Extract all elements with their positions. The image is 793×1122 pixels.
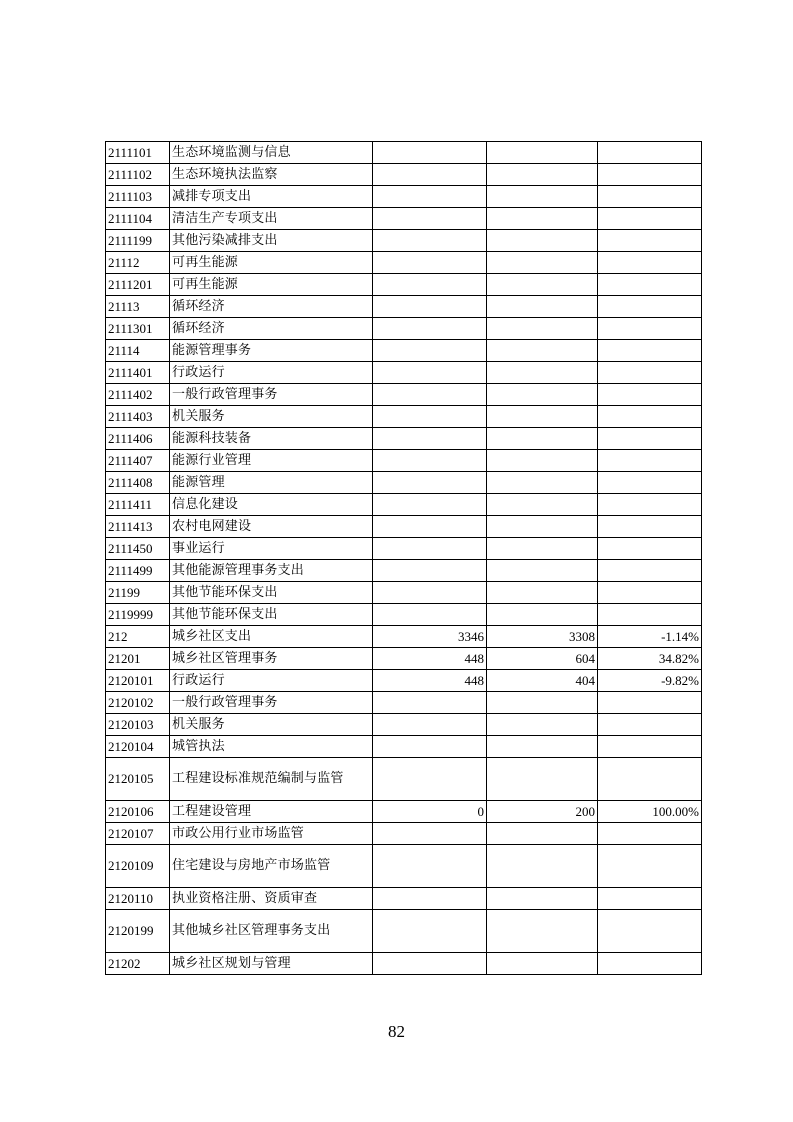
- row-value-2: [487, 450, 598, 472]
- row-change: [598, 736, 702, 758]
- row-value-2: [487, 758, 598, 801]
- row-name: 减排专项支出: [170, 186, 373, 208]
- row-code: 2111402: [106, 384, 170, 406]
- row-code: 21202: [106, 953, 170, 975]
- row-change: [598, 516, 702, 538]
- row-change: [598, 823, 702, 845]
- row-value-2: [487, 494, 598, 516]
- row-value-2: [487, 910, 598, 953]
- table-row: [106, 384, 702, 406]
- row-code: 2120199: [106, 910, 170, 953]
- row-change: [598, 186, 702, 208]
- row-name: 其他节能环保支出: [170, 604, 373, 626]
- table-row: [106, 714, 702, 736]
- row-name: 执业资格注册、资质审查: [170, 888, 373, 910]
- row-value-1: [373, 953, 487, 975]
- row-value-2: [487, 252, 598, 274]
- row-code: 2111199: [106, 230, 170, 252]
- row-name: 城乡社区管理事务: [170, 648, 373, 670]
- row-change: [598, 494, 702, 516]
- row-value-2: [487, 692, 598, 714]
- row-change: -1.14%: [598, 626, 702, 648]
- table-row: [106, 296, 702, 318]
- row-name: 机关服务: [170, 714, 373, 736]
- table-row: [106, 186, 702, 208]
- row-name: 事业运行: [170, 538, 373, 560]
- row-value-1: [373, 736, 487, 758]
- row-change: [598, 384, 702, 406]
- row-change: [598, 208, 702, 230]
- row-value-1: [373, 296, 487, 318]
- table-row: [106, 472, 702, 494]
- table-row: [106, 142, 702, 164]
- row-change: [598, 362, 702, 384]
- table-row: [106, 910, 702, 953]
- row-code: 21114: [106, 340, 170, 362]
- table-row: [106, 823, 702, 845]
- row-value-2: [487, 953, 598, 975]
- row-value-2: 200: [487, 801, 598, 823]
- row-value-1: [373, 252, 487, 274]
- row-value-2: 404: [487, 670, 598, 692]
- row-change: [598, 230, 702, 252]
- page-number: 82: [388, 1022, 405, 1041]
- row-code: 2111104: [106, 208, 170, 230]
- row-value-1: [373, 230, 487, 252]
- row-value-2: [487, 560, 598, 582]
- table-row: [106, 692, 702, 714]
- row-change: [598, 888, 702, 910]
- row-name: 城乡社区支出: [170, 626, 373, 648]
- row-change: [598, 450, 702, 472]
- row-name: 可再生能源: [170, 274, 373, 296]
- row-change: [598, 274, 702, 296]
- row-value-1: [373, 274, 487, 296]
- row-name: 信息化建设: [170, 494, 373, 516]
- row-change: [598, 538, 702, 560]
- row-value-1: [373, 560, 487, 582]
- row-value-1: 448: [373, 670, 487, 692]
- table-row: [106, 230, 702, 252]
- row-value-2: [487, 406, 598, 428]
- row-change: [598, 582, 702, 604]
- table-row: [106, 845, 702, 888]
- table-row: [106, 801, 702, 823]
- row-name: 农村电网建设: [170, 516, 373, 538]
- row-change: [598, 953, 702, 975]
- row-code: 2120107: [106, 823, 170, 845]
- table-row: [106, 428, 702, 450]
- table-row: [106, 626, 702, 648]
- row-value-1: [373, 186, 487, 208]
- row-code: 2111406: [106, 428, 170, 450]
- row-code: 2111401: [106, 362, 170, 384]
- row-name: 循环经济: [170, 318, 373, 340]
- row-value-2: [487, 208, 598, 230]
- row-change: [598, 845, 702, 888]
- table-row: [106, 450, 702, 472]
- row-name: 生态环境执法监察: [170, 164, 373, 186]
- row-value-1: [373, 714, 487, 736]
- row-value-2: [487, 318, 598, 340]
- row-name: 行政运行: [170, 670, 373, 692]
- row-change: [598, 142, 702, 164]
- row-value-2: [487, 888, 598, 910]
- row-value-1: 448: [373, 648, 487, 670]
- table-row: [106, 494, 702, 516]
- table-row: [106, 406, 702, 428]
- row-value-2: [487, 142, 598, 164]
- row-value-2: [487, 604, 598, 626]
- row-value-1: [373, 888, 487, 910]
- row-name: 工程建设标准规范编制与监管: [170, 758, 373, 801]
- row-name: 其他能源管理事务支出: [170, 560, 373, 582]
- row-change: -9.82%: [598, 670, 702, 692]
- table-row: [106, 538, 702, 560]
- table-row: [106, 208, 702, 230]
- row-name: 其他节能环保支出: [170, 582, 373, 604]
- row-value-1: [373, 692, 487, 714]
- row-change: 100.00%: [598, 801, 702, 823]
- budget-table: [105, 141, 702, 975]
- row-name: 城管执法: [170, 736, 373, 758]
- table-row: [106, 888, 702, 910]
- table-row: [106, 340, 702, 362]
- table-row: [106, 252, 702, 274]
- row-value-2: [487, 230, 598, 252]
- row-value-1: [373, 516, 487, 538]
- row-value-2: [487, 538, 598, 560]
- row-name: 能源行业管理: [170, 450, 373, 472]
- table-row: [106, 648, 702, 670]
- row-value-2: [487, 164, 598, 186]
- row-change: [598, 560, 702, 582]
- row-value-1: [373, 758, 487, 801]
- row-value-1: [373, 538, 487, 560]
- row-name: 能源管理: [170, 472, 373, 494]
- row-value-1: 3346: [373, 626, 487, 648]
- row-name: 城乡社区规划与管理: [170, 953, 373, 975]
- table-row: [106, 670, 702, 692]
- row-value-1: [373, 604, 487, 626]
- table-row: [106, 362, 702, 384]
- row-value-2: [487, 845, 598, 888]
- row-code: 2111103: [106, 186, 170, 208]
- row-code: 21112: [106, 252, 170, 274]
- row-code: 21199: [106, 582, 170, 604]
- row-code: 2111407: [106, 450, 170, 472]
- row-value-1: [373, 164, 487, 186]
- row-code: 2111499: [106, 560, 170, 582]
- row-value-2: [487, 823, 598, 845]
- row-change: 34.82%: [598, 648, 702, 670]
- row-value-1: [373, 428, 487, 450]
- row-code: 2111411: [106, 494, 170, 516]
- row-code: 2120106: [106, 801, 170, 823]
- row-value-1: [373, 208, 487, 230]
- row-value-2: [487, 428, 598, 450]
- table-row: [106, 560, 702, 582]
- row-value-1: [373, 362, 487, 384]
- row-name: 工程建设管理: [170, 801, 373, 823]
- row-code: 2111201: [106, 274, 170, 296]
- row-code: 2111101: [106, 142, 170, 164]
- table-row: [106, 274, 702, 296]
- row-code: 2120110: [106, 888, 170, 910]
- row-value-2: [487, 340, 598, 362]
- row-change: [598, 692, 702, 714]
- row-value-1: [373, 340, 487, 362]
- row-change: [598, 406, 702, 428]
- table-row: [106, 758, 702, 801]
- row-value-1: [373, 384, 487, 406]
- row-value-2: [487, 362, 598, 384]
- row-code: 2120105: [106, 758, 170, 801]
- row-name: 清洁生产专项支出: [170, 208, 373, 230]
- row-code: 2120102: [106, 692, 170, 714]
- row-name: 一般行政管理事务: [170, 384, 373, 406]
- row-code: 2120103: [106, 714, 170, 736]
- row-value-1: [373, 582, 487, 604]
- row-code: 2120109: [106, 845, 170, 888]
- row-change: [598, 910, 702, 953]
- row-value-1: [373, 823, 487, 845]
- row-value-2: [487, 736, 598, 758]
- row-value-2: [487, 384, 598, 406]
- row-code: 2111102: [106, 164, 170, 186]
- row-change: [598, 604, 702, 626]
- row-value-1: 0: [373, 801, 487, 823]
- row-name: 能源管理事务: [170, 340, 373, 362]
- row-change: [598, 428, 702, 450]
- row-name: 住宅建设与房地产市场监管: [170, 845, 373, 888]
- row-name: 能源科技装备: [170, 428, 373, 450]
- row-name: 其他污染减排支出: [170, 230, 373, 252]
- row-code: 2111301: [106, 318, 170, 340]
- row-code: 2120104: [106, 736, 170, 758]
- row-change: [598, 252, 702, 274]
- row-code: 2111413: [106, 516, 170, 538]
- row-code: 21201: [106, 648, 170, 670]
- table-row: [106, 582, 702, 604]
- table-row: [106, 318, 702, 340]
- row-change: [598, 340, 702, 362]
- row-name: 行政运行: [170, 362, 373, 384]
- row-change: [598, 164, 702, 186]
- row-code: 2111450: [106, 538, 170, 560]
- row-code: 2120101: [106, 670, 170, 692]
- row-value-1: [373, 450, 487, 472]
- table-row: [106, 604, 702, 626]
- row-name: 生态环境监测与信息: [170, 142, 373, 164]
- row-name: 机关服务: [170, 406, 373, 428]
- row-code: 2111408: [106, 472, 170, 494]
- row-value-2: 604: [487, 648, 598, 670]
- row-name: 一般行政管理事务: [170, 692, 373, 714]
- row-value-2: [487, 582, 598, 604]
- row-change: [598, 472, 702, 494]
- row-value-2: [487, 714, 598, 736]
- table-row: [106, 736, 702, 758]
- row-change: [598, 758, 702, 801]
- row-code: 212: [106, 626, 170, 648]
- row-code: 21113: [106, 296, 170, 318]
- row-value-2: [487, 186, 598, 208]
- row-value-2: [487, 274, 598, 296]
- row-value-2: [487, 472, 598, 494]
- table-row: [106, 516, 702, 538]
- row-name: 循环经济: [170, 296, 373, 318]
- budget-table-body: [106, 142, 702, 975]
- row-change: [598, 714, 702, 736]
- row-value-1: [373, 318, 487, 340]
- row-value-2: 3308: [487, 626, 598, 648]
- table-row: [106, 953, 702, 975]
- row-change: [598, 318, 702, 340]
- row-name: 可再生能源: [170, 252, 373, 274]
- row-value-1: [373, 472, 487, 494]
- row-value-1: [373, 910, 487, 953]
- row-code: 2111403: [106, 406, 170, 428]
- row-value-1: [373, 494, 487, 516]
- table-row: [106, 164, 702, 186]
- row-value-2: [487, 296, 598, 318]
- row-change: [598, 296, 702, 318]
- row-name: 其他城乡社区管理事务支出: [170, 910, 373, 953]
- row-code: 2119999: [106, 604, 170, 626]
- row-value-2: [487, 516, 598, 538]
- row-value-1: [373, 406, 487, 428]
- row-value-1: [373, 142, 487, 164]
- row-name: 市政公用行业市场监管: [170, 823, 373, 845]
- row-value-1: [373, 845, 487, 888]
